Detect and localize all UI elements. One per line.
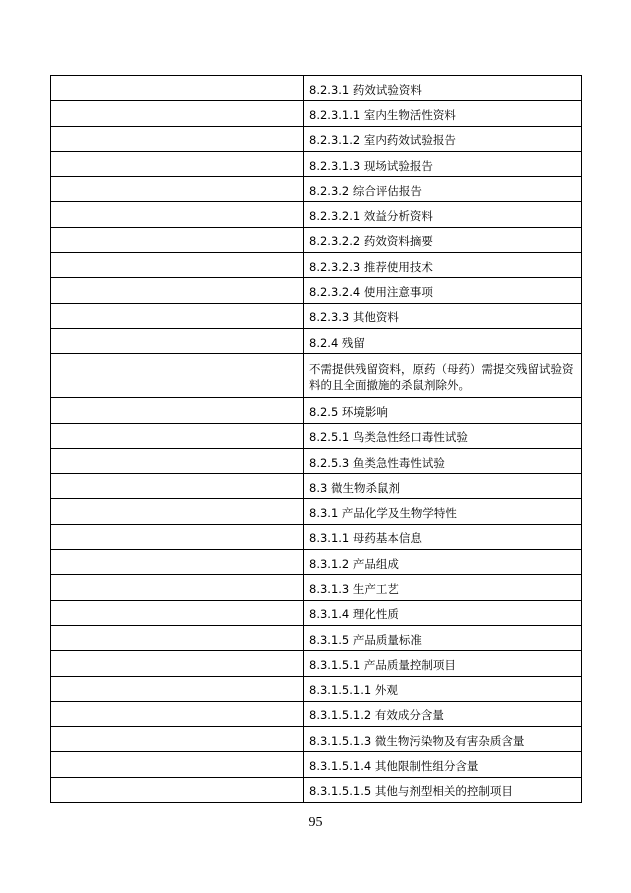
table-cell-item: 8.3.1.1 母药基本信息 bbox=[304, 524, 582, 549]
table-cell-item: 8.2.3.1.2 室内药效试验报告 bbox=[304, 126, 582, 151]
table-cell-empty bbox=[51, 278, 304, 303]
table-cell-item: 8.2.5 环境影响 bbox=[304, 398, 582, 423]
table-row bbox=[51, 328, 582, 353]
table-cell-empty bbox=[51, 474, 304, 499]
table-cell-item: 8.2.3.2.3 推荐使用技术 bbox=[304, 253, 582, 278]
table-row bbox=[51, 303, 582, 328]
table-cell-item: 8.2.3.2 综合评估报告 bbox=[304, 177, 582, 202]
table-row bbox=[51, 398, 582, 423]
table-cell-item: 8.3.1.5.1.2 有效成分含量 bbox=[304, 701, 582, 726]
table-cell-item: 8.3 微生物杀鼠剂 bbox=[304, 474, 582, 499]
table-row bbox=[51, 101, 582, 126]
table-cell-empty bbox=[51, 253, 304, 278]
table-cell-empty bbox=[51, 600, 304, 625]
table-cell-item: 8.3.1.3 生产工艺 bbox=[304, 575, 582, 600]
table-cell-item: 8.2.3.3 其他资料 bbox=[304, 303, 582, 328]
table-cell-empty bbox=[51, 752, 304, 777]
table-cell-item: 8.3.1.5 产品质量标准 bbox=[304, 625, 582, 650]
table-row bbox=[51, 423, 582, 448]
table-cell-empty bbox=[51, 550, 304, 575]
table-cell-empty bbox=[51, 398, 304, 423]
table-cell-item: 8.2.5.1 鸟类急性经口毒性试验 bbox=[304, 423, 582, 448]
table-row bbox=[51, 777, 582, 802]
table-cell-item: 8.3.1.5.1.5 其他与剂型相关的控制项目 bbox=[304, 777, 582, 802]
table-row bbox=[51, 524, 582, 549]
table-cell-item: 8.3.1.5.1.4 其他限制性组分含量 bbox=[304, 752, 582, 777]
table-cell-empty bbox=[51, 126, 304, 151]
table-cell-empty bbox=[51, 76, 304, 101]
table-row bbox=[51, 575, 582, 600]
table-body bbox=[51, 76, 582, 803]
table-cell-empty bbox=[51, 701, 304, 726]
table-cell-item: 8.2.5.3 鱼类急性毒性试验 bbox=[304, 448, 582, 473]
table-row bbox=[51, 752, 582, 777]
table-row bbox=[51, 354, 582, 398]
table-cell-item: 8.3.1.2 产品组成 bbox=[304, 550, 582, 575]
table-cell-item: 8.3.1 产品化学及生物学特性 bbox=[304, 499, 582, 524]
table-cell-item: 8.3.1.5.1 产品质量控制项目 bbox=[304, 651, 582, 676]
table-cell-item: 8.3.1.4 理化性质 bbox=[304, 600, 582, 625]
table-cell-item: 8.2.3.1.3 现场试验报告 bbox=[304, 151, 582, 176]
table-cell-item: 8.2.3.2.1 效益分析资料 bbox=[304, 202, 582, 227]
table-cell-empty bbox=[51, 423, 304, 448]
table-cell-empty bbox=[51, 651, 304, 676]
document-table bbox=[50, 75, 582, 803]
table-cell-empty bbox=[51, 625, 304, 650]
table-row bbox=[51, 151, 582, 176]
table-cell-item: 8.3.1.5.1.1 外观 bbox=[304, 676, 582, 701]
table-row bbox=[51, 227, 582, 252]
table-cell-item: 8.3.1.5.1.3 微生物污染物及有害杂质含量 bbox=[304, 727, 582, 752]
table-cell-empty bbox=[51, 777, 304, 802]
table-row bbox=[51, 177, 582, 202]
table-cell-empty bbox=[51, 499, 304, 524]
table-row bbox=[51, 202, 582, 227]
table-row bbox=[51, 474, 582, 499]
table-cell-empty bbox=[51, 575, 304, 600]
table-cell-empty bbox=[51, 727, 304, 752]
table-cell-empty bbox=[51, 328, 304, 353]
table-cell-empty bbox=[51, 354, 304, 398]
table-row bbox=[51, 253, 582, 278]
table-cell-item: 8.2.3.2.2 药效资料摘要 bbox=[304, 227, 582, 252]
table-cell-empty bbox=[51, 177, 304, 202]
table-row bbox=[51, 676, 582, 701]
table-cell-empty bbox=[51, 151, 304, 176]
table-cell-empty bbox=[51, 202, 304, 227]
table-cell-empty bbox=[51, 448, 304, 473]
table-row bbox=[51, 448, 582, 473]
table-row bbox=[51, 600, 582, 625]
table-cell-item: 8.2.3.1 药效试验资料 bbox=[304, 76, 582, 101]
table-row bbox=[51, 701, 582, 726]
table-cell-empty bbox=[51, 227, 304, 252]
table-row bbox=[51, 499, 582, 524]
table-cell-item: 8.2.3.1.1 室内生物活性资料 bbox=[304, 101, 582, 126]
table-row bbox=[51, 625, 582, 650]
page-number: 95 bbox=[308, 815, 323, 830]
table-cell-item: 8.2.3.2.4 使用注意事项 bbox=[304, 278, 582, 303]
table-cell-empty bbox=[51, 303, 304, 328]
table-row bbox=[51, 76, 582, 101]
table-cell-empty bbox=[51, 101, 304, 126]
table-cell-item: 不需提供残留资料，原药（母药）需提交残留试验资料的且全面撤施的杀鼠剂除外。 bbox=[304, 354, 582, 398]
table-cell-item: 8.2.4 残留 bbox=[304, 328, 582, 353]
table-row bbox=[51, 550, 582, 575]
table-cell-empty bbox=[51, 524, 304, 549]
table-cell-empty bbox=[51, 676, 304, 701]
table-row bbox=[51, 651, 582, 676]
table-row bbox=[51, 727, 582, 752]
table-row bbox=[51, 278, 582, 303]
table-row bbox=[51, 126, 582, 151]
